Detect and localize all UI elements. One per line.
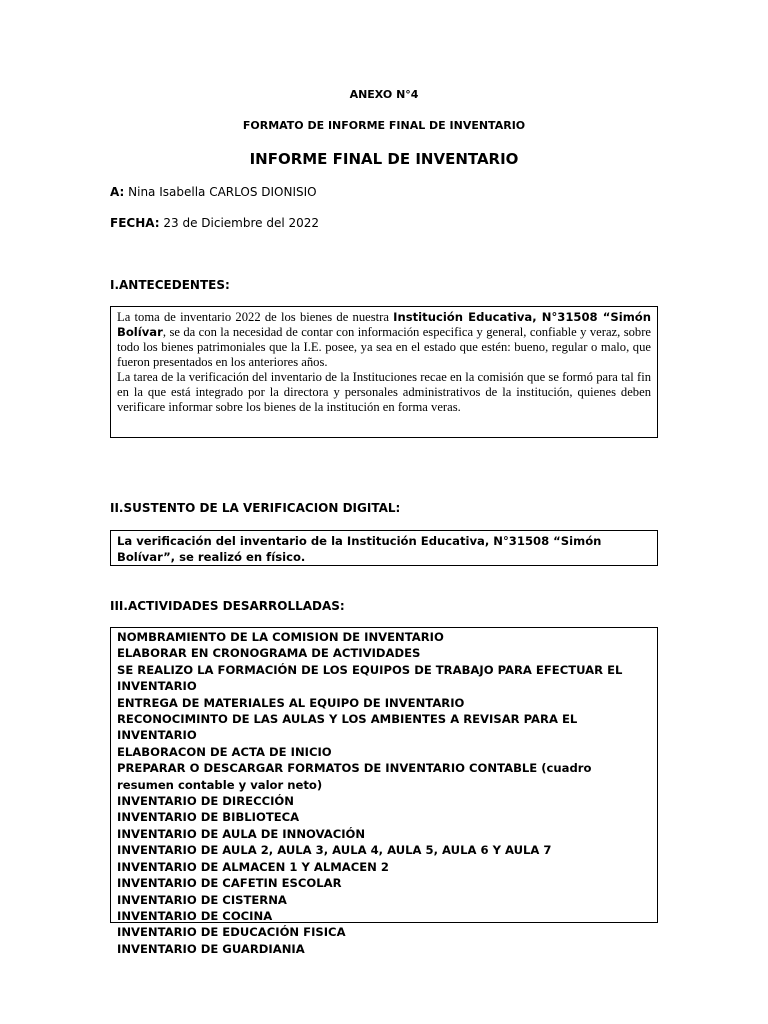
sustento-box: [110, 530, 658, 566]
institution-name: Institución Educativa, N°31508 “Simón Bolívar: [117, 310, 651, 339]
activity-item: INVENTARIO DE ALMACEN 1 Y ALMACEN 2: [117, 859, 389, 874]
recipient-line: [110, 185, 317, 199]
actividades-box: [110, 627, 658, 956]
activity-item: ELABORAR EN CRONOGRAMA DE ACTIVIDADES: [117, 646, 421, 661]
activity-item: RECONOCIMINTO DE LAS AULAS Y LOS AMBIENTES A REVISAR PARA EL INVENTARIO: [117, 712, 578, 743]
antecedentes-paragraph-2: La tarea de la verificación del inventario de la Instituciones recae en la comisión que se formó para tal fin en la que está integrado por la directora y personales administrativos de la institución, quienes deben verificare informar sobre los bienes de la institución en forma veras.: [117, 370, 651, 414]
activity-item: INVENTARIO DE GUARDIANIA: [117, 941, 305, 956]
section-heading-antecedentes: I.ANTECEDENTES:: [110, 278, 230, 292]
section-heading-actividades: III.ACTIVIDADES DESARROLLADAS:: [110, 599, 345, 613]
activity-item: INVENTARIO DE CISTERNA: [117, 892, 287, 907]
activity-item: INVENTARIO DE AULA 2, AULA 3, AULA 4, AULA 5, AULA 6 Y AULA 7: [117, 843, 552, 858]
antecedentes-text-c: , se da con la necesidad de contar con información especifica y general, confiable y veraz, sobre todo los bienes patrimoniales que la I.E. posee, ya sea en el estado que estén: bueno, regular o malo, que fueron presentados en los anteriores años.: [117, 325, 651, 369]
activity-item: INVENTARIO DE DIRECCIÓN: [117, 794, 294, 809]
activity-item: INVENTARIO DE EDUCACIÓN FISICA: [117, 925, 346, 940]
antecedentes-text-a: La toma de inventario 2022 de los bienes de nuestra: [117, 310, 394, 324]
activity-item: NOMBRAMIENTO DE LA COMISION DE INVENTARIO: [117, 630, 444, 644]
antecedentes-paragraph-1: [117, 310, 651, 370]
activity-item: PREPARAR O DESCARGAR FORMATOS DE INVENTARIO CONTABLE (cuadro resumen contable y valor neto): [117, 761, 592, 792]
document-title: INFORME FINAL DE INVENTARIO: [249, 150, 519, 168]
actividades-list: [117, 629, 651, 957]
activity-item: INVENTARIO DE BIBLIOTECA: [117, 810, 300, 825]
date-label: FECHA:: [110, 216, 160, 230]
activity-item: INVENTARIO DE COCINA: [117, 908, 273, 923]
date-value: 23 de Diciembre del 2022: [163, 216, 320, 230]
activity-item: ELABORACON DE ACTA DE INICIO: [117, 744, 332, 759]
section-heading-sustento: II.SUSTENTO DE LA VERIFICACION DIGITAL:: [110, 501, 401, 515]
recipient-label: A:: [110, 185, 125, 199]
sustento-text: La verificación del inventario de la Institución Educativa, N°31508 “Simón Bolívar”, se realizó en físico.: [117, 534, 602, 564]
activity-item: SE REALIZO LA FORMACIÓN DE LOS EQUIPOS DE TRABAJO PARA EFECTUAR EL INVENTARIO: [117, 662, 623, 694]
document-subtitle: FORMATO DE INFORME FINAL DE INVENTARIO: [242, 119, 526, 132]
recipient-name: Nina Isabella CARLOS DIONISIO: [128, 185, 317, 199]
date-line: [110, 216, 319, 230]
antecedentes-box: [110, 306, 658, 438]
activity-item: INVENTARIO DE AULA DE INNOVACIÓN: [117, 826, 366, 841]
annex-number: ANEXO N°4: [349, 88, 419, 101]
activity-item: INVENTARIO DE CAFETIN ESCOLAR: [117, 876, 342, 891]
activity-item: ENTREGA DE MATERIALES AL EQUIPO DE INVENTARIO: [117, 695, 465, 710]
